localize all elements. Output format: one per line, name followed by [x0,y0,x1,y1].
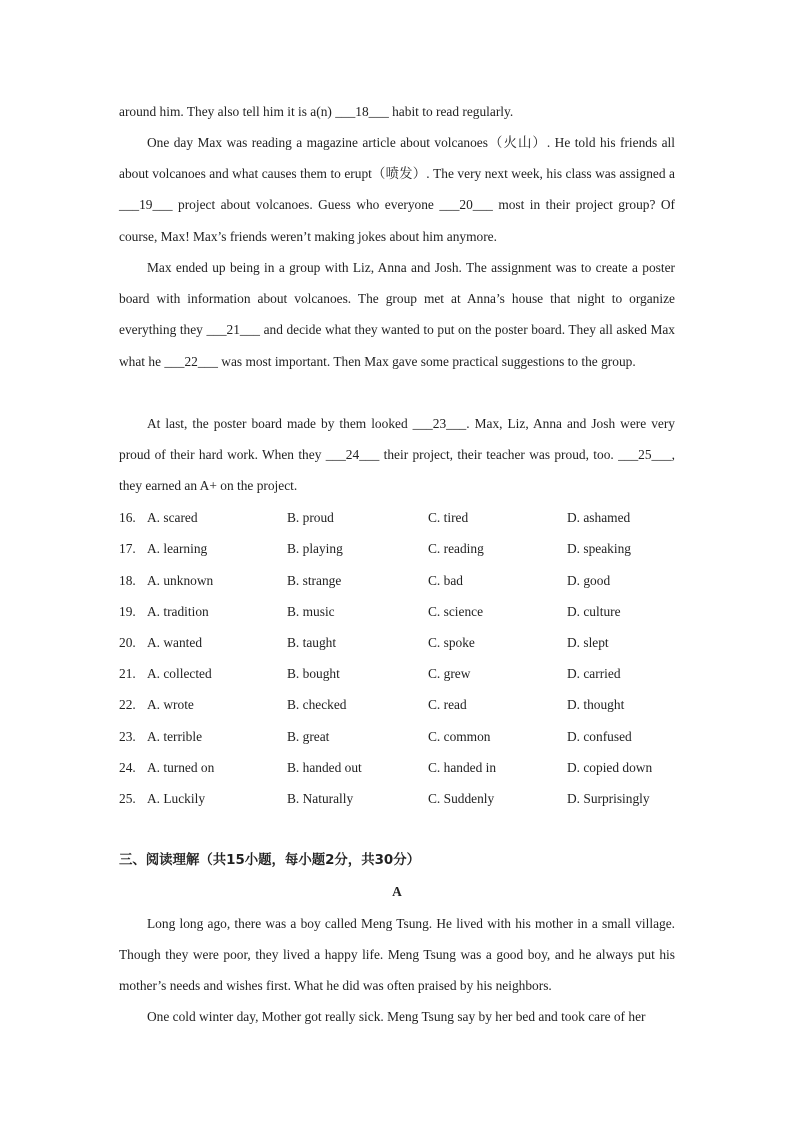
passage-paragraph: One day Max was reading a magazine article about volcanoes（火山）. He told his friends all about volcanoes and what causes them to erupt（喷发）. The very next week, his class was assigned a ___19___ project about volcanoes. Guess who everyone ___20___ most in their project group? Of course, Max! Max’s friends weren’t making jokes about him anymore. [119,135,675,244]
passage-paragraph: Max ended up being in a group with Liz, Anna and Josh. The assignment was to create a poster board with information about volcanoes. The group met at Anna’s house that night to organize everything they ___21___ and decide what they wanted to put on the poster board. They all asked Max what he ___22___ was most important. Then Max gave some practical suggestions to the group. [119,260,675,369]
option-a: A. turned on [147,760,215,775]
option-d: D. good [567,573,611,588]
option-d: D. Surprisingly [567,791,650,806]
option-b: B. checked [287,697,347,712]
option-d: D. ashamed [567,510,631,525]
question-row [119,565,679,596]
option-c: C. common [428,729,491,744]
option-c: C. Suddenly [428,791,495,806]
option-d: D. confused [567,729,632,744]
option-c: C. tired [428,510,469,525]
option-d: D. speaking [567,541,631,556]
question-number: 18. [119,573,136,588]
option-b: B. proud [287,510,334,525]
option-c: C. grew [428,666,471,681]
option-a: A. learning [147,541,208,556]
option-d: D. carried [567,666,621,681]
question-row [119,533,679,564]
passage-paragraph: around him. They also tell him it is a(n) ___18___ habit to read regularly. [119,104,514,119]
question-row [119,627,679,658]
question-number: 19. [119,604,136,619]
option-c: C. read [428,697,467,712]
question-row [119,596,679,627]
option-d: D. culture [567,604,621,619]
question-number: 21. [119,666,136,681]
option-c: C. bad [428,573,463,588]
option-d: D. thought [567,697,625,712]
passage-label: A [392,884,402,899]
passage-paragraph: At last, the poster board made by them looked ___23___. Max, Liz, Anna and Josh were very proud of their hard work. When they ___24___ their project, their teacher was proud, too. ___25___, they earned an A+ on the project. [119,416,675,494]
option-a: A. unknown [147,573,214,588]
option-a: A. tradition [147,604,209,619]
option-b: B. bought [287,666,340,681]
option-b: B. handed out [287,760,362,775]
option-c: C. science [428,604,484,619]
question-row [119,752,679,783]
question-number: 25. [119,791,136,806]
option-b: B. music [287,604,335,619]
option-a: A. terrible [147,729,203,744]
option-a: A. collected [147,666,212,681]
option-b: B. Naturally [287,791,354,806]
question-row [119,658,679,689]
section-heading: 三、阅读理解（共15小题，每小题2分，共30分） [119,853,421,868]
question-number: 20. [119,635,136,650]
question-number: 23. [119,729,136,744]
option-a: A. wrote [147,697,194,712]
question-number: 17. [119,541,136,556]
option-c: C. handed in [428,760,497,775]
option-a: A. wanted [147,635,203,650]
option-a: A. scared [147,510,198,525]
option-d: D. slept [567,635,609,650]
option-b: B. great [287,729,330,744]
option-b: B. taught [287,635,337,650]
passage-paragraph: One cold winter day, Mother got really sick. Meng Tsung say by her bed and took care of her [147,1009,646,1024]
question-row [119,689,679,720]
option-a: A. Luckily [147,791,206,806]
question-number: 16. [119,510,136,525]
passage-paragraph: Long long ago, there was a boy called Meng Tsung. He lived with his mother in a small village. Though they were poor, they lived a happy life. Meng Tsung was a good boy, and he always put his mother’s needs and wishes first. What he did was often praised by his neighbors. [119,916,675,994]
option-c: C. reading [428,541,484,556]
question-row [119,783,679,814]
question-number: 24. [119,760,136,775]
question-row [119,721,679,752]
question-number: 22. [119,697,136,712]
question-row [119,502,679,533]
option-d: D. copied down [567,760,653,775]
option-b: B. playing [287,541,343,556]
option-c: C. spoke [428,635,475,650]
option-b: B. strange [287,573,342,588]
